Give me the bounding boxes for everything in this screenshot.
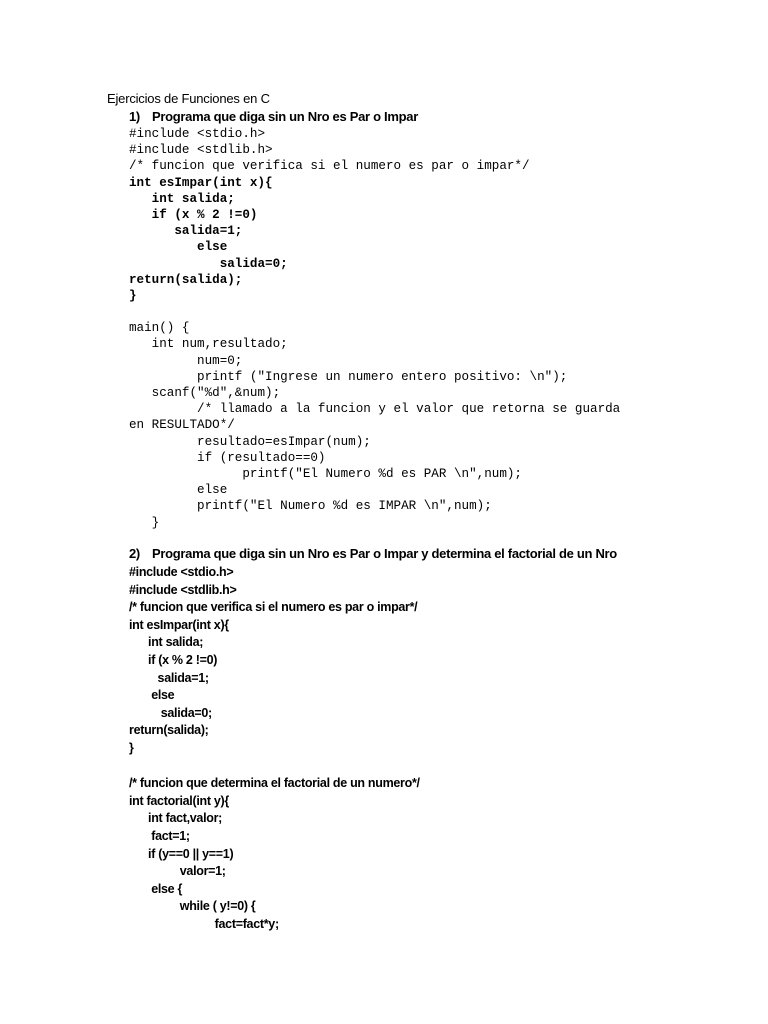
code-line: printf("El Numero %d es PAR \n",num); <box>129 466 522 481</box>
code-line: if (resultado==0) <box>129 450 326 465</box>
exercise-2-heading <box>129 546 617 561</box>
code-line: salida=1; <box>129 670 209 685</box>
code-line: /* funcion que determina el factorial de un numero*/ <box>129 776 420 791</box>
exercise-2-code-block <box>129 564 420 933</box>
code-line: /* llamado a la funcion y el valor que retorna se guarda <box>129 402 621 417</box>
exercise-1-number: 1) <box>129 109 140 124</box>
code-line: if (x % 2 !=0) <box>129 652 218 667</box>
code-line: #include <stdio.h> <box>129 127 266 141</box>
code-line: salida=0; <box>129 256 288 271</box>
code-line: return(salida); <box>129 723 209 738</box>
exercise-2-heading-text: Programa que diga sin un Nro es Par o Impar y determina el factorial de un Nro <box>152 546 617 561</box>
exercise-1-code-block <box>129 126 620 531</box>
code-line: salida=1; <box>129 224 243 239</box>
code-line: printf("El Numero %d es IMPAR \n",num); <box>129 499 492 514</box>
code-line: fact=fact*y; <box>129 916 279 931</box>
code-line: #include <stdlib.h> <box>129 143 273 158</box>
code-line: en RESULTADO*/ <box>129 418 235 433</box>
code-line: else { <box>129 881 183 896</box>
code-line <box>129 758 420 776</box>
code-line: int num,resultado; <box>129 337 288 352</box>
code-line: else <box>129 688 175 703</box>
code-line: resultado=esImpar(num); <box>129 434 371 449</box>
code-line: if (x % 2 !=0) <box>129 207 258 222</box>
code-line: fact=1; <box>129 828 190 843</box>
code-line: } <box>129 515 160 530</box>
code-line: else <box>129 483 228 498</box>
code-line: } <box>129 740 134 755</box>
code-line: #include <stdio.h> <box>129 565 234 579</box>
code-line: scanf("%d",&num); <box>129 386 281 400</box>
code-line: while ( y!=0) { <box>129 899 256 914</box>
code-line: return(salida); <box>129 272 243 287</box>
code-line: int salida; <box>129 635 204 650</box>
code-line: salida=0; <box>129 705 212 720</box>
code-line: int salida; <box>129 191 235 206</box>
code-line: if (y==0 || y==1) <box>129 846 234 861</box>
document-title: Ejercicios de Funciones en C <box>107 91 270 106</box>
exercise-1-heading-text: Programa que diga sin un Nro es Par o Impar <box>152 109 418 124</box>
code-line: int fact,valor; <box>129 811 223 826</box>
code-line: printf ("Ingrese un numero entero positivo: \n"); <box>129 369 568 384</box>
code-line: } <box>129 288 137 303</box>
code-line: int esImpar(int x){ <box>129 175 273 190</box>
code-line: main() { <box>129 321 190 336</box>
code-line: int factorial(int y){ <box>129 793 229 808</box>
code-line: #include <stdlib.h> <box>129 582 237 597</box>
exercise-2-number: 2) <box>129 546 140 561</box>
exercise-1-heading <box>129 109 418 124</box>
code-line: num=0; <box>129 353 243 368</box>
code-line: /* funcion que verifica si el numero es par o impar*/ <box>129 159 530 174</box>
code-line: else <box>129 240 228 255</box>
code-line: valor=1; <box>129 864 226 879</box>
code-line <box>129 304 620 320</box>
code-line: /* funcion que verifica si el numero es par o impar*/ <box>129 600 418 615</box>
code-line: int esImpar(int x){ <box>129 617 229 632</box>
